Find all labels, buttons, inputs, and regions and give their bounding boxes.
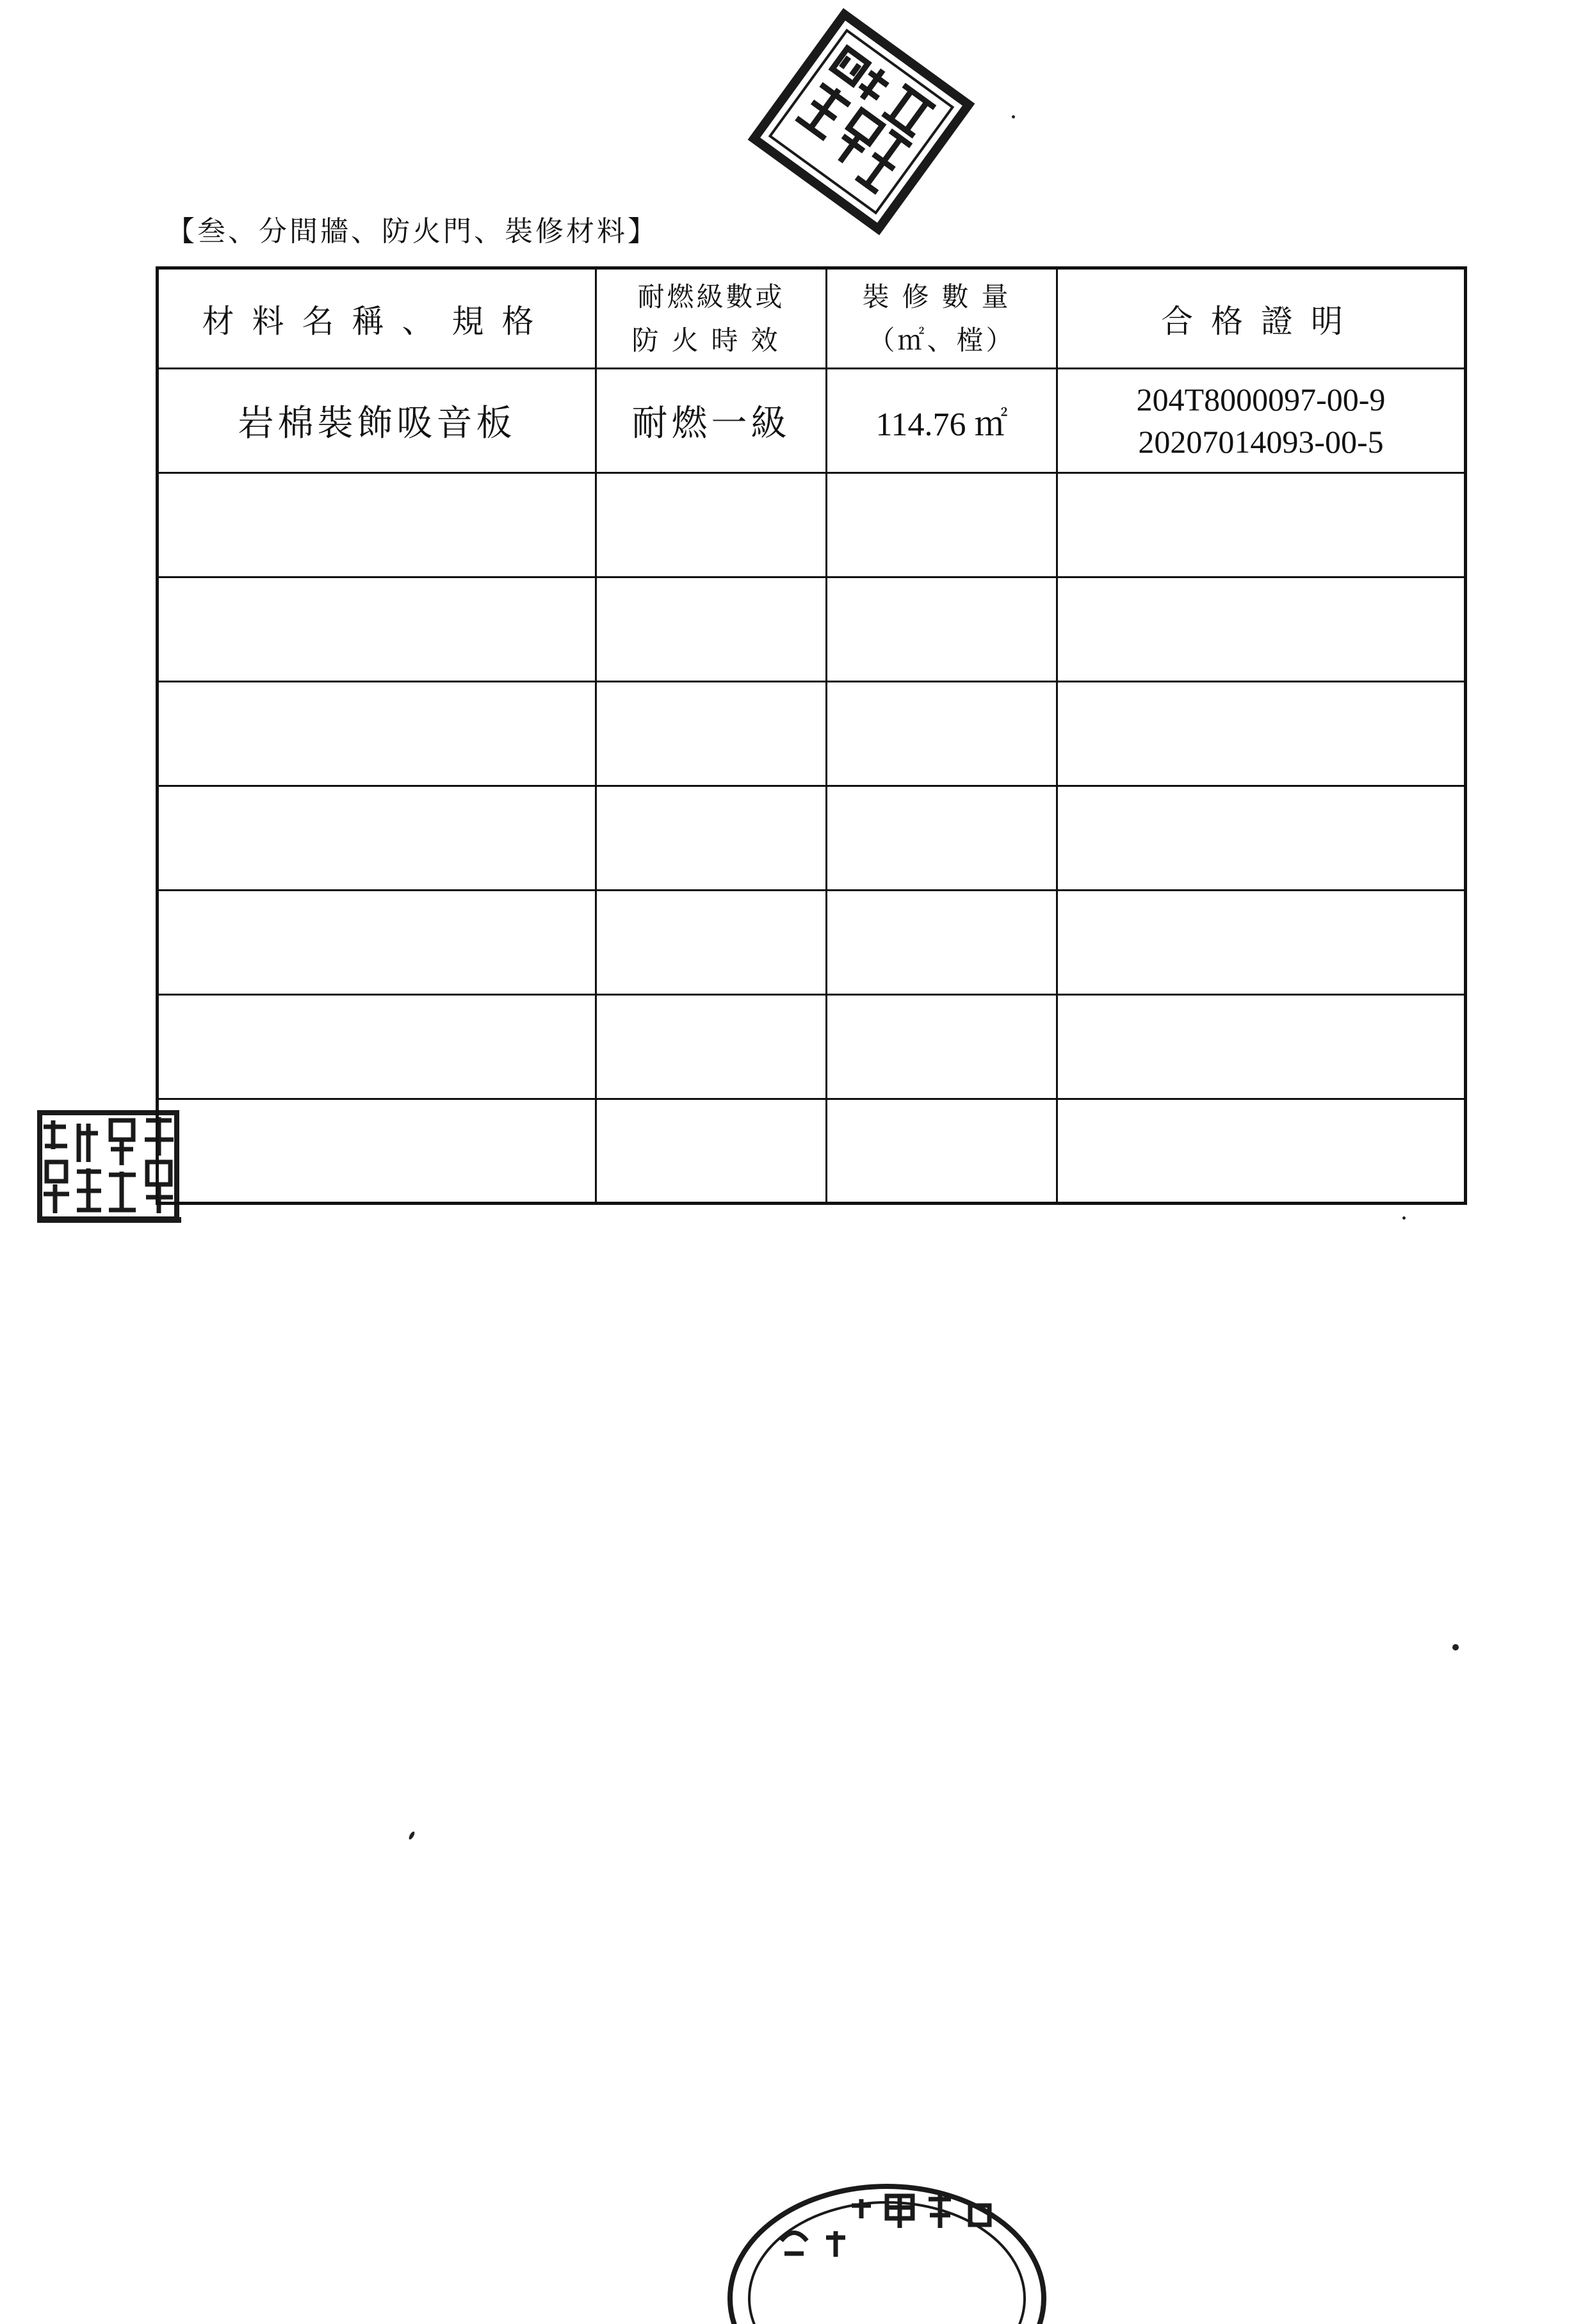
materials-table xyxy=(156,266,1467,1205)
certificate-cell xyxy=(1057,369,1466,473)
table-row-empty xyxy=(158,786,1466,891)
scan-speck xyxy=(1402,1216,1406,1220)
table-header-row xyxy=(158,268,1466,369)
table-row-empty xyxy=(158,682,1466,786)
scan-speck xyxy=(408,1830,416,1840)
official-seal-bottom xyxy=(724,2170,1050,2324)
table-row-empty xyxy=(158,473,1466,577)
header-quantity xyxy=(827,268,1057,369)
header-fire-rating xyxy=(596,268,827,369)
table-row-empty xyxy=(158,577,1466,682)
header-quantity-line2: （㎡、樘） xyxy=(868,324,1016,356)
table-row xyxy=(158,369,1466,473)
scan-speck xyxy=(1012,115,1015,118)
scan-speck xyxy=(1452,1644,1459,1650)
header-certificate xyxy=(1057,268,1466,369)
certificate-number-1: 204T8000097-00-9 xyxy=(1136,382,1386,417)
header-material-name-label: 材料名稱、規格 xyxy=(202,302,552,340)
fire-rating-cell: 耐燃一級 xyxy=(596,369,827,473)
header-fire-rating-line2: 防火時效 xyxy=(631,324,791,356)
table-row-empty xyxy=(158,1099,1466,1204)
header-fire-rating-line1: 耐燃級數或 xyxy=(637,280,785,312)
table-row-empty xyxy=(158,891,1466,995)
table-row-empty xyxy=(158,995,1466,1099)
header-certificate-label: 合格證明 xyxy=(1161,302,1361,340)
header-quantity-line1: 裝修數量 xyxy=(862,280,1021,312)
section-title: 【叁、分間牆、防火門、裝修材料】 xyxy=(166,215,658,248)
quantity-cell: 114.76 ㎡ xyxy=(827,369,1057,473)
official-seal-top xyxy=(745,5,977,238)
certificate-number-2: 20207014093-00-5 xyxy=(1138,424,1384,460)
material-name-cell: 岩棉裝飾吸音板 xyxy=(158,369,596,473)
header-material-name xyxy=(158,268,596,369)
